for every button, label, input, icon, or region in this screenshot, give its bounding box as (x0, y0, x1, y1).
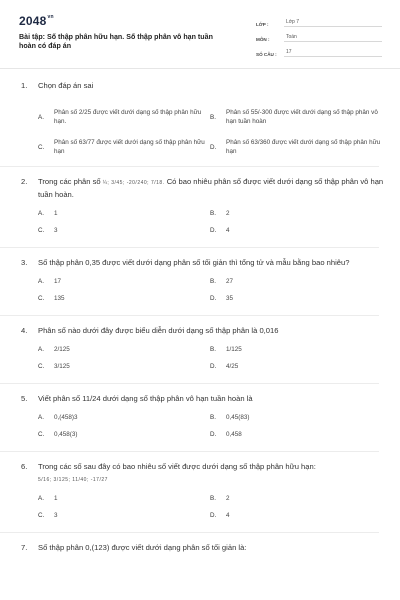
option-c[interactable] (38, 132, 210, 162)
question-separator (0, 247, 379, 248)
question-2 (21, 176, 384, 248)
question-text: Số thập phân 0,(123) được viết dưới dạng phân số tối giản là: (38, 543, 247, 552)
question-7 (21, 542, 384, 554)
option-d[interactable] (210, 226, 382, 243)
question-text (38, 461, 384, 486)
option-letter: C. (38, 431, 45, 438)
question-text: Viết phân số 11/24 dưới dạng số thập phân vô hạn tuần hoàn là (38, 394, 253, 403)
option-letter: C. (38, 363, 45, 370)
question-number: 3. (21, 258, 28, 267)
option-b[interactable] (210, 209, 382, 226)
option-text: Phân số 63/77 được viết dưới dạng số thập phân hữu hạn (54, 139, 205, 155)
question-number: 1. (21, 81, 28, 90)
option-b[interactable] (210, 277, 382, 294)
option-a[interactable] (38, 494, 210, 511)
logo-suffix: vn (47, 14, 54, 20)
option-c[interactable] (38, 294, 210, 311)
option-letter: B. (210, 113, 216, 121)
option-letter: A. (38, 414, 44, 421)
option-letter: C. (38, 143, 45, 151)
option-d[interactable] (210, 511, 382, 528)
option-text: 2 (226, 495, 230, 502)
option-letter: D. (210, 143, 217, 151)
question-number: 2. (21, 177, 28, 186)
question-number: 7. (21, 543, 28, 552)
option-letter: D. (210, 512, 217, 519)
question-6 (21, 461, 384, 533)
option-a[interactable] (38, 345, 210, 362)
fraction-list: ¼; 3/45; -20/240; 7/18. (102, 180, 165, 186)
option-text: 2/125 (54, 346, 70, 353)
question-text-after: Có bao nhiêu phân số được viết dưới dạng số thập phân vô hạn tuần hoàn. (38, 177, 384, 199)
option-d[interactable] (210, 294, 382, 311)
option-text: Phân số 63/360 được viết dưới dạng số thập phân hữu hạn (226, 139, 381, 155)
question-text: Chọn đáp án sai (38, 81, 94, 90)
meta-value: 17 (284, 49, 382, 57)
option-letter: D. (210, 363, 217, 370)
option-letter: A. (38, 278, 44, 285)
worksheet-meta (256, 14, 382, 59)
option-text: 1 (54, 495, 58, 502)
meta-label: LỚP : (256, 22, 269, 27)
question-number: 5. (21, 394, 28, 403)
question-1 (21, 80, 384, 167)
question-list (0, 80, 400, 554)
meta-label: SỐ CÂU : (256, 52, 277, 57)
option-letter: A. (38, 210, 44, 217)
option-letter: B. (210, 414, 216, 421)
option-b[interactable] (210, 494, 382, 511)
option-text: 4 (226, 512, 230, 519)
option-letter: A. (38, 495, 44, 502)
option-text: 1/125 (226, 346, 242, 353)
question-number: 6. (21, 462, 28, 471)
option-text: 3 (54, 512, 58, 519)
question-separator (0, 166, 379, 167)
option-text: 0,458(3) (54, 431, 78, 438)
question-number: 4. (21, 326, 28, 335)
meta-row-subject (256, 29, 382, 42)
option-text: 0,458 (226, 431, 242, 438)
option-text: 1 (54, 210, 58, 217)
option-letter: B. (210, 210, 216, 217)
option-c[interactable] (38, 511, 210, 528)
question-separator (0, 532, 379, 533)
option-a[interactable] (38, 102, 210, 132)
option-c[interactable] (38, 362, 210, 379)
option-letter: C. (38, 227, 45, 234)
option-text: 2 (226, 210, 230, 217)
option-d[interactable] (210, 132, 382, 162)
fraction-list: 5/16; 3/125; 11/40; -17/27 (38, 477, 108, 483)
meta-row-class (256, 14, 382, 27)
option-d[interactable] (210, 430, 382, 447)
option-c[interactable] (38, 226, 210, 243)
worksheet-header (0, 0, 400, 66)
option-text: 27 (226, 278, 234, 285)
option-letter: D. (210, 227, 217, 234)
option-text: 17 (54, 278, 62, 285)
option-letter: D. (210, 431, 217, 438)
header-divider (0, 68, 400, 69)
question-3 (21, 257, 384, 316)
option-a[interactable] (38, 209, 210, 226)
option-text: 0,45(83) (226, 414, 250, 421)
option-a[interactable] (38, 277, 210, 294)
site-logo[interactable] (19, 14, 54, 28)
question-text: Phân số nào dưới đây được biểu diễn dưới dạng số thập phân là 0,016 (38, 326, 279, 335)
meta-row-count (256, 44, 382, 57)
option-letter: D. (210, 295, 217, 302)
option-letter: B. (210, 495, 216, 502)
option-b[interactable] (210, 413, 382, 430)
question-5 (21, 393, 384, 452)
option-letter: B. (210, 278, 216, 285)
option-d[interactable] (210, 362, 382, 379)
option-letter: B. (210, 346, 216, 353)
option-b[interactable] (210, 102, 382, 132)
question-separator (0, 315, 379, 316)
option-letter: C. (38, 295, 45, 302)
option-text: 35 (226, 295, 234, 302)
question-text: Số thập phân 0,35 được viết dưới dạng phân số tối giản thì tổng tử và mẫu bằng bao nhiêu? (38, 258, 350, 267)
question-text-before: Trong các phân số (38, 177, 101, 186)
question-separator (0, 383, 379, 384)
option-text: 135 (54, 295, 65, 302)
option-text: Phân số 2/25 được viết dưới dạng số thập phân hữu hạn. (54, 109, 202, 125)
option-text: 4 (226, 227, 230, 234)
worksheet-title: Bài tập: Số thập phân hữu hạn. Số thập phân vô hạn tuần hoàn có đáp án (19, 33, 213, 50)
option-text: 4/25 (226, 363, 239, 370)
question-separator (0, 451, 379, 452)
meta-value: Lớp 7 (284, 19, 382, 27)
option-a[interactable] (38, 413, 210, 430)
option-letter: A. (38, 113, 44, 121)
question-text (38, 176, 384, 201)
option-text: 3/125 (54, 363, 70, 370)
question-text-main: Trong các số sau đây có bao nhiêu số viết được dưới dạng số thập phân hữu hạn: (38, 462, 316, 471)
option-letter: C. (38, 512, 45, 519)
option-text: 0,(458)3 (54, 414, 78, 421)
meta-value: Toán (284, 34, 382, 42)
option-text: Phân số 55/-300 được viết dưới dạng số thập phân vô hạn tuần hoàn (226, 109, 378, 125)
meta-label: MÔN : (256, 37, 270, 42)
logo-text: 2048 (19, 14, 47, 28)
option-c[interactable] (38, 430, 210, 447)
option-b[interactable] (210, 345, 382, 362)
option-letter: A. (38, 346, 44, 353)
question-4 (21, 325, 384, 384)
option-text: 3 (54, 227, 58, 234)
